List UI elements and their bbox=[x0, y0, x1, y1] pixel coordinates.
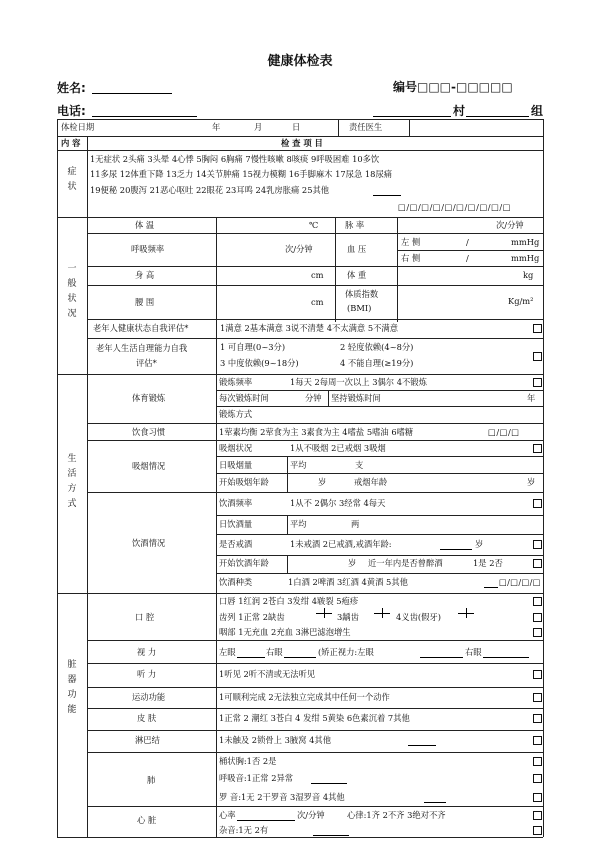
rales-checkbox[interactable] bbox=[533, 793, 542, 802]
drink-freq-checkbox[interactable] bbox=[533, 499, 542, 508]
exam-day: 日 bbox=[292, 122, 301, 132]
heart-rhythm-options: 心律:1齐 2不齐 3绝对不齐 bbox=[347, 810, 446, 820]
temp-unit: ℃ bbox=[309, 220, 319, 230]
lymph-label: 淋巴结 bbox=[135, 735, 160, 745]
vision-corr-right-input[interactable] bbox=[483, 657, 529, 658]
skin-checkbox[interactable] bbox=[533, 714, 542, 723]
drink-quit-label: 是否戒酒 bbox=[219, 539, 253, 549]
vision-corr-left-input[interactable] bbox=[420, 657, 463, 658]
bmi-unit: Kg/m² bbox=[508, 296, 534, 306]
drink-quit-age-input[interactable] bbox=[440, 549, 472, 550]
mouth-label: 口 腔 bbox=[135, 612, 155, 622]
barrel-chest-checkbox[interactable] bbox=[533, 757, 542, 766]
height-unit: cm bbox=[311, 270, 324, 280]
hearing-label: 听 力 bbox=[137, 669, 157, 679]
bmi-label-2: (BMI) bbox=[347, 303, 372, 313]
general-section-label: 一般状况 bbox=[67, 264, 77, 319]
elder-life-checkbox[interactable] bbox=[533, 352, 542, 361]
lips-options: 口唇 1红润 2苍白 3发绀 4皲裂 5疱疹 bbox=[219, 596, 359, 606]
teeth-options-2: 3龋齿 bbox=[337, 612, 359, 622]
bp-right-slash: / bbox=[466, 253, 469, 263]
smoke-daily-label: 日吸烟量 bbox=[219, 460, 253, 470]
hearing-options: 1听见 2听不清或无法听见 bbox=[219, 669, 316, 679]
lifestyle-section-label: 生活方式 bbox=[67, 454, 77, 509]
page-title: 健康体检表 bbox=[267, 54, 333, 69]
barrel-chest-options: 桶状胸:1否 2是 bbox=[219, 756, 277, 766]
elder-life-label: 老年人生活自理能力自我 bbox=[96, 343, 188, 353]
drink-freq-options: 1从不 2偶尔 3经常 4每天 bbox=[290, 498, 386, 508]
heart-rate-input[interactable] bbox=[237, 820, 295, 821]
drink-type-other-input[interactable] bbox=[484, 587, 498, 588]
drink-type-label: 饮酒种类 bbox=[219, 577, 253, 587]
exam-year: 年 bbox=[212, 122, 221, 132]
exam-date-label: 体检日期 bbox=[61, 122, 95, 132]
drink-quit-unit: 岁 bbox=[475, 539, 484, 549]
ex-time-label: 每次锻炼时间 bbox=[219, 393, 269, 403]
missing-teeth-cross[interactable] bbox=[316, 608, 332, 618]
lymph-checkbox[interactable] bbox=[533, 736, 542, 745]
vision-corr-right-label: 右眼 bbox=[465, 647, 482, 657]
vision-corr-left-label: (矫正视力:左眼 bbox=[318, 647, 374, 657]
pulse-label: 脉 率 bbox=[345, 220, 365, 230]
smoke-label: 吸烟情况 bbox=[132, 461, 166, 471]
smoke-quit-label: 戒烟年龄 bbox=[354, 477, 388, 487]
elder-life-opt-2: 2 轻度依赖(4~8分) bbox=[340, 342, 414, 352]
symptoms-line-3: 19便秘 20腹泻 21恶心呕吐 22眼花 23耳鸣 24乳房胀痛 25其他 bbox=[90, 185, 330, 195]
elder-life-opt-4: 4 不能自理(≥19分) bbox=[340, 358, 414, 368]
elder-life-opt-3: 3 中度依赖(9~18分) bbox=[220, 358, 299, 368]
vision-label: 视 力 bbox=[137, 647, 157, 657]
smoke-status-options: 1从不吸烟 2已戒烟 3吸烟 bbox=[290, 443, 386, 453]
name-label: 姓名: bbox=[57, 81, 86, 95]
organs-section-label: 脏器功能 bbox=[67, 660, 77, 715]
resp-label: 呼吸频率 bbox=[131, 244, 165, 254]
drink-type-checkboxes[interactable]: □/□/□/□ bbox=[499, 577, 541, 587]
vision-right-label: 右眼 bbox=[266, 647, 283, 657]
throat-checkbox[interactable] bbox=[533, 628, 542, 637]
waist-label: 腰 围 bbox=[135, 297, 155, 307]
bp-label: 血 压 bbox=[347, 244, 367, 254]
weight-unit: kg bbox=[523, 270, 534, 280]
murmur-options: 杂音:1无 2有 bbox=[219, 825, 269, 835]
bp-right-unit: mmHg bbox=[511, 253, 540, 263]
phone-label: 电话: bbox=[57, 104, 86, 118]
smoke-status-label: 吸烟状况 bbox=[219, 443, 253, 453]
exam-month: 月 bbox=[254, 122, 263, 132]
smoke-quit-unit: 岁 bbox=[527, 477, 536, 487]
murmur-input[interactable] bbox=[313, 835, 349, 836]
drunk-checkbox[interactable] bbox=[533, 559, 542, 568]
vision-left-input[interactable] bbox=[237, 657, 265, 658]
breath-sound-checkbox[interactable] bbox=[533, 774, 542, 783]
skin-options: 1正常 2 潮红 3苍白 4 发绀 5黄染 6色素沉着 7其他 bbox=[219, 713, 410, 723]
motor-checkbox[interactable] bbox=[533, 693, 542, 702]
rales-options: 罗 音:1无 2干罗音 3湿罗音 4其他 bbox=[219, 792, 345, 802]
drink-daily-unit: 两 bbox=[351, 519, 360, 529]
denture-cross[interactable] bbox=[458, 608, 474, 618]
name-input[interactable] bbox=[92, 93, 172, 94]
breath-abnormal-input[interactable] bbox=[311, 783, 347, 784]
drunk-options: 1是 2否 bbox=[473, 558, 503, 568]
elder-life-opt-1: 1 可自理(0~3分) bbox=[220, 342, 286, 352]
smoke-start-unit: 岁 bbox=[318, 477, 327, 487]
ex-freq-options: 1每天 2每周一次以上 3偶尔 4不锻炼 bbox=[290, 377, 427, 387]
smoke-status-checkbox[interactable] bbox=[533, 444, 542, 453]
symptom-other-input[interactable] bbox=[373, 195, 401, 196]
ex-freq-checkbox[interactable] bbox=[533, 378, 542, 387]
waist-unit: cm bbox=[311, 297, 324, 307]
drunk-label: 近一年内是否曾醉酒 bbox=[368, 558, 443, 568]
ex-years-unit: 年 bbox=[527, 393, 536, 403]
doctor-label: 责任医生 bbox=[349, 122, 383, 132]
smoke-daily-avg: 平均 bbox=[290, 460, 307, 470]
symptoms-section-label: 症状 bbox=[67, 167, 77, 192]
teeth-checkbox[interactable] bbox=[533, 613, 542, 622]
heart-rate-unit: 次/分钟 bbox=[297, 810, 325, 820]
breath-sound-options: 呼吸音:1正常 2异常 bbox=[219, 773, 294, 783]
murmur-checkbox[interactable] bbox=[533, 826, 542, 835]
group-label: 组 bbox=[531, 104, 544, 118]
drink-daily-label: 日饮酒量 bbox=[219, 519, 253, 529]
group-input[interactable] bbox=[466, 116, 529, 117]
village-label: 村 bbox=[453, 104, 466, 118]
ex-freq-label: 锻炼频率 bbox=[219, 377, 253, 387]
diet-label: 饮食习惯 bbox=[132, 427, 166, 437]
symptoms-line-2: 11多尿 12体重下降 13乏力 14关节肿痛 15视力模糊 16手脚麻木 17尿急 18尿痛 bbox=[90, 169, 393, 179]
weight-label: 体 重 bbox=[347, 270, 367, 280]
phone-input[interactable] bbox=[92, 116, 197, 117]
hearing-checkbox[interactable] bbox=[533, 670, 542, 679]
resp-unit: 次/分钟 bbox=[285, 244, 313, 254]
elder-health-checkbox[interactable] bbox=[533, 324, 542, 333]
drink-freq-label: 饮酒频率 bbox=[219, 498, 253, 508]
throat-options: 咽部 1无充血 2充血 3淋巴滤泡增生 bbox=[219, 627, 351, 637]
teeth-options-1: 齿列 1正常 2缺齿 bbox=[219, 612, 285, 622]
smoke-start-label: 开始吸烟年龄 bbox=[219, 477, 269, 487]
diet-options: 1荤素均衡 2荤食为主 3素食为主 4嗜盐 5嗜油 6嗜糖 bbox=[219, 427, 414, 437]
vision-left-label: 左眼 bbox=[219, 647, 236, 657]
heart-rate-label: 心率 bbox=[219, 810, 236, 820]
diet-checkboxes[interactable]: □/□/□ bbox=[488, 427, 520, 437]
exercise-label: 体育锻炼 bbox=[132, 393, 166, 403]
items-header: 检 查 项 目 bbox=[281, 138, 323, 148]
smoke-daily-unit: 支 bbox=[355, 460, 364, 470]
drink-start-label: 开始饮酒年龄 bbox=[219, 558, 269, 568]
lymph-options: 1未触及 2锁骨上 3腋窝 4其他 bbox=[219, 735, 331, 745]
skin-label: 皮 肤 bbox=[137, 713, 157, 723]
ex-years-label: 坚持锻炼时间 bbox=[331, 393, 381, 403]
drink-daily-avg: 平均 bbox=[290, 519, 307, 529]
height-label: 身 高 bbox=[135, 270, 155, 280]
content-header: 内 容 bbox=[61, 138, 81, 148]
bp-left-unit: mmHg bbox=[511, 237, 540, 247]
ex-way-label: 锻炼方式 bbox=[219, 409, 253, 419]
heart-label: 心 脏 bbox=[137, 815, 157, 825]
drink-quit-checkbox[interactable] bbox=[533, 540, 542, 549]
vision-right-input[interactable] bbox=[284, 657, 316, 658]
drink-quit-options: 1未戒酒 2已戒酒,戒酒年龄: bbox=[290, 539, 392, 549]
temp-label: 体 温 bbox=[135, 220, 155, 230]
bp-right-label: 右 侧 bbox=[401, 253, 421, 263]
ex-time-unit: 分钟 bbox=[305, 393, 322, 403]
teeth-options-3: 4义齿(假牙) bbox=[396, 612, 441, 622]
code-label: 编号□□□-□□□□□ bbox=[393, 80, 513, 94]
motor-label: 运动功能 bbox=[132, 692, 166, 702]
lymph-other-input[interactable] bbox=[408, 745, 436, 746]
lung-label: 肺 bbox=[147, 775, 156, 785]
bp-left-label: 左 侧 bbox=[401, 237, 421, 247]
drink-label: 饮酒情况 bbox=[132, 538, 166, 548]
elder-health-options: 1满意 2基本满意 3说不清楚 4不太满意 5不满意 bbox=[220, 323, 398, 333]
drink-type-options: 1白酒 2啤酒 3红酒 4黄酒 5其他 bbox=[288, 577, 408, 587]
motor-options: 1可顺利完成 2无法独立完成其中任何一个动作 bbox=[219, 692, 390, 702]
caries-cross[interactable] bbox=[374, 608, 390, 618]
village-input[interactable] bbox=[373, 116, 451, 117]
bmi-label: 体质指数 bbox=[345, 289, 379, 299]
pulse-unit: 次/分钟 bbox=[496, 220, 524, 230]
elder-life-label-2: 评估* bbox=[136, 358, 157, 368]
drink-start-unit: 岁 bbox=[348, 558, 357, 568]
lips-checkbox[interactable] bbox=[533, 597, 542, 606]
heart-rhythm-checkbox[interactable] bbox=[533, 811, 542, 820]
bp-left-slash: / bbox=[466, 237, 469, 247]
symptoms-line-1: 1无症状 2头痛 3头晕 4心悸 5胸闷 6胸痛 7慢性咳嗽 8咳痰 9呼吸困难 10多饮 bbox=[90, 154, 380, 164]
rales-other-input[interactable] bbox=[424, 802, 446, 803]
elder-health-label: 老年人健康状态自我评估* bbox=[93, 323, 189, 333]
symptom-checkboxes[interactable]: □/□/□/□/□/□/□/□/□/□ bbox=[398, 202, 512, 212]
